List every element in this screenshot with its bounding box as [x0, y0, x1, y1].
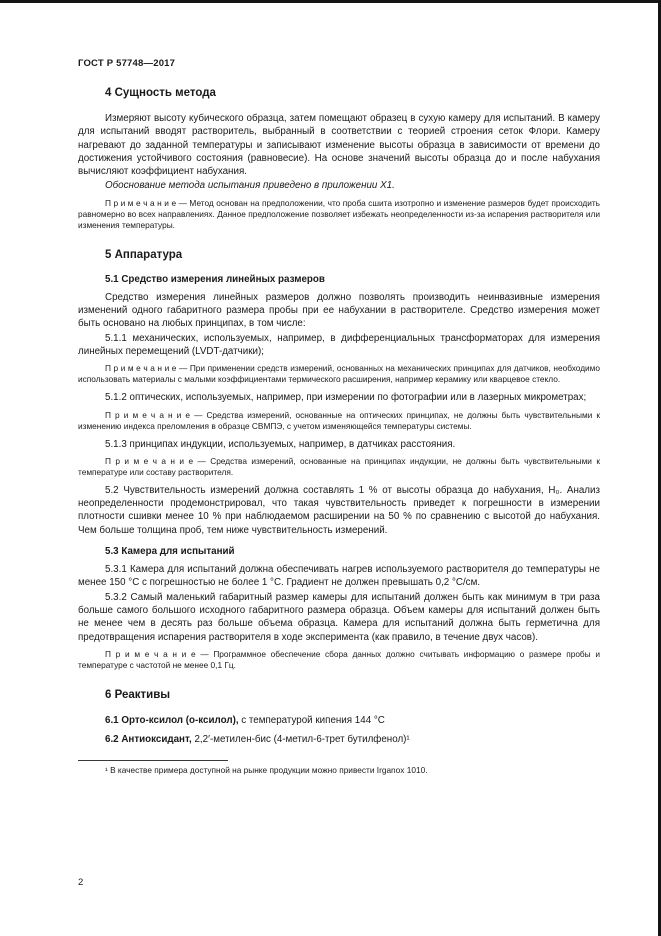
clause-6-1 — [78, 714, 600, 727]
footnote-text: ¹ В качестве примера доступной на рынке продукции можно привести Irganox 1010. — [105, 765, 428, 776]
scan-edge-top — [0, 0, 661, 3]
clause-5-1-3: 5.1.3 принципах индукции, используемых, например, в датчиках расстояния. — [105, 438, 456, 450]
clause-5-1-1-note: П р и м е ч а н и е — При применении средств измерений, основанных на механических принципах для датчиков, необходимо использовать материалы с малыми коэффициентами термического расширения, например керамику или кварцевое стекло. — [78, 363, 600, 385]
section-4-title: 4 Сущность метода — [105, 87, 216, 99]
clause-6-1-text: с температурой кипения 144 °С — [238, 714, 385, 726]
clause-6-1-term: 6.1 Орто-ксилол (о-ксилол), — [105, 714, 239, 726]
clause-5-1-2-note: П р и м е ч а н и е — Средства измерений, основанные на оптических принципах, не должны быть чувствительными к изменению индекса преломления в образце СВМПЭ, с учетом изменяющейся температуры системы. — [78, 409, 600, 431]
section-5-3-note: П р и м е ч а н и е — Программное обеспечение сбора данных должно считывать информацию о размере пробы и температуре с частотой не менее 0,1 Гц. — [78, 648, 600, 670]
clause-5-3-1: 5.3.1 Камера для испытаний должна обеспечивать нагрев используемого растворителя до температуры не менее 150 °С с погрешностью не более 1 °С. Градиент не должен превышать 0,2 °С/см. — [78, 564, 600, 589]
clause-5-1-3-note: П р и м е ч а н и е — Средства измерений, основанные на принципах индукции, не должны быть чувствительными к температуре или составу растворителя. — [78, 455, 600, 477]
footnote-area — [78, 760, 600, 776]
page-number: 2 — [78, 877, 84, 888]
section-4-paragraph: Измеряют высоту кубического образца, затем помещают образец в сухую камеру для испытаний. В камеру для испытаний вводят растворитель, выбранный в соответствии с теорией строения сеток Флори. Камеру нагревают до заданной температуры и записывают изменение высоты образца в зависимости от времени до достижения устойчивого состояния (равновесие). На основе значений высоты образца до и после набухания вычисляют коэффициент набухания. — [78, 113, 600, 178]
page-content — [78, 58, 600, 776]
clause-5-2: 5.2 Чувствительность измерений должна составлять 1 % от высоты образца до набухания, Н₀. Анализ неопределенности продемонстрировал, что такая чувствительность приведет к погрешности в измерении плотности сшивки менее 10 % при наблюдаемом расширении на 50 % по сравнению с высотой до набухания. Чем больше толщина проб, тем ниже чувствительность измерений. — [78, 484, 600, 536]
section-5-3-title: 5.3 Камера для испытаний — [105, 546, 235, 558]
clause-6-2-term: 6.2 Антиоксидант, — [105, 734, 192, 746]
clause-6-2 — [78, 733, 600, 746]
section-4-note: П р и м е ч а н и е — Метод основан на предположении, что проба сшита изотропно и изменение размеров будет происходить равномерно во всех направлениях. Данное предположение позволяет избежать неопределенности из-за испарения растворителя или изменения температуры. — [78, 197, 600, 230]
section-5-1-title: 5.1 Средство измерения линейных размеров — [105, 273, 325, 285]
clause-5-3-2: 5.3.2 Самый маленький габаритный размер камеры для испытаний должен быть как минимум в три раза больше самого большого исходного габаритного размера образца. Объем камеры для испытаний должен быть не менее чем в десять раз больше объема образца. Камера для испытаний должна быть герметична для предотвращения испарения растворителя в ходе эксперимента (как правило, в течение двух часов). — [78, 591, 600, 643]
clause-6-2-text: 2,2′-метилен-бис (4-метил-6-трет бутилфенол)¹ — [191, 734, 410, 746]
footnote-separator — [78, 760, 228, 761]
doc-code-header: ГОСТ Р 57748—2017 — [78, 58, 176, 69]
section-4-rationale-note: Обоснование метода испытания приведено в приложении Х1. — [105, 180, 395, 192]
section-6-title: 6 Реактивы — [105, 688, 171, 701]
clause-5-1-2: 5.1.2 оптических, используемых, например, при измерении по фотографии или в лазерных микрометрах; — [105, 392, 587, 404]
section-5-1-intro: Средство измерения линейных размеров должно позволять производить неинвазивные измерения изменений одного габаритного размера пробы при ее набухании в растворителе. Средство измерения может быть основано на любых принципах, в том числе: — [78, 291, 600, 330]
section-5-title: 5 Аппаратура — [105, 248, 183, 261]
clause-5-1-1: 5.1.1 механических, используемых, например, в дифференциальных трансформаторах для измерения линейных перемещений (LVDT-датчики); — [78, 332, 600, 357]
